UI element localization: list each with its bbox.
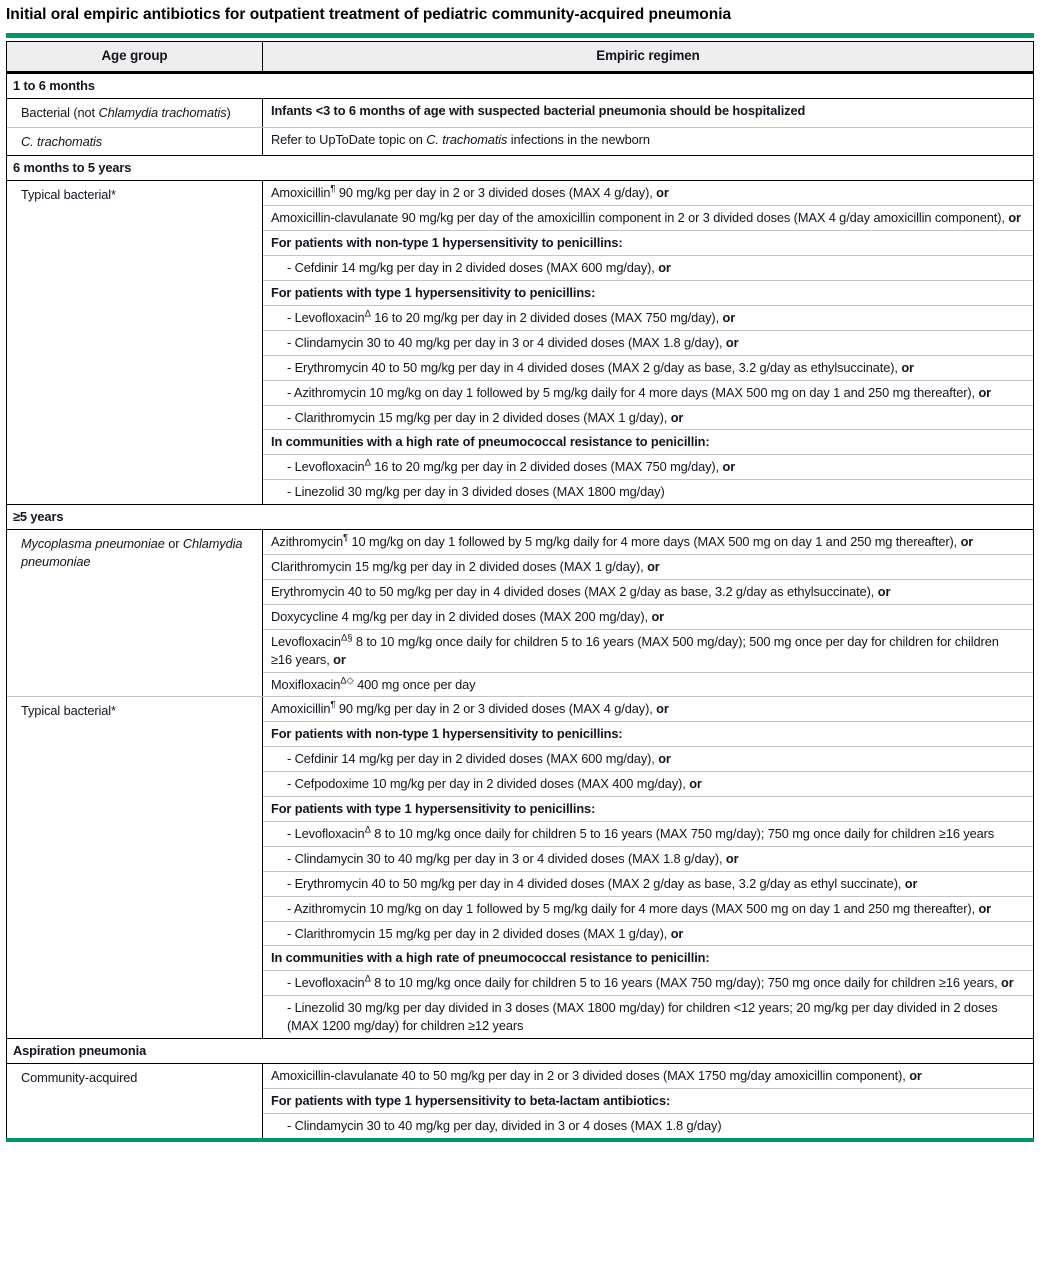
- regimen-cell: [263, 128, 1033, 152]
- regimen-cell: [263, 1064, 1033, 1088]
- text-segment: For patients with non-type 1 hypersensitivity to penicillins:: [271, 726, 623, 742]
- text-segment: - Levofloxacin: [287, 459, 365, 475]
- regimen-cell: [263, 1088, 1033, 1113]
- regimen-cell: [263, 554, 1033, 579]
- regimen-cell: [263, 181, 1033, 205]
- regimen-cell: [263, 99, 1033, 123]
- section-header-label: 1 to 6 months: [13, 77, 95, 93]
- table-body: [7, 74, 1033, 1138]
- section-header-label: ≥5 years: [13, 509, 64, 525]
- table-core: [6, 41, 1034, 1138]
- table-row: [7, 530, 1033, 696]
- table-title: Initial oral empiric antibiotics for outpatient treatment of pediatric community-acquired pneumonia: [6, 6, 732, 23]
- text-segment: 10 mg/kg on day 1 followed by 5 mg/kg daily for 4 more days (MAX 500 mg on day 1 and 250 mg thereafter),: [348, 534, 961, 550]
- text-segment: or: [960, 534, 974, 550]
- text-segment: or: [904, 875, 918, 891]
- column-header-empiric-regimen: Empiric regimen: [596, 48, 700, 63]
- text-segment: - Clindamycin 30 to 40 mg/kg per day in 3 or 4 divided doses (MAX 1.8 g/day),: [287, 334, 726, 350]
- regimen-cell: [263, 721, 1033, 746]
- regimen-cell-stack: [263, 697, 1033, 1038]
- section-header: [7, 1038, 1033, 1064]
- regimen-cell: [263, 1113, 1033, 1138]
- regimen-cell: [263, 821, 1033, 846]
- text-segment: ¶: [343, 532, 349, 544]
- text-segment: Mycoplasma pneumoniae: [21, 536, 165, 552]
- text-segment: Amoxicillin-clavulanate 40 to 50 mg/kg per day in 2 or 3 divided doses (MAX 1750 mg/day amoxicillin component),: [271, 1068, 910, 1084]
- text-segment: or: [725, 850, 739, 866]
- text-segment: Moxifloxacin: [271, 676, 341, 692]
- regimen-cell: [263, 970, 1033, 995]
- text-segment: Bacterial (not: [21, 104, 99, 120]
- table-row: [7, 696, 1033, 1038]
- table-row: [7, 127, 1033, 156]
- text-segment: Infants <3 to 6 months of age with suspected bacterial pneumonia should be hospitalized: [271, 102, 806, 118]
- text-segment: Levofloxacin: [271, 633, 341, 649]
- text-segment: Δ: [364, 458, 371, 470]
- section-header: [7, 155, 1033, 181]
- regimen-cell: [263, 205, 1033, 230]
- section-header: [7, 504, 1033, 530]
- regimen-cell: [263, 604, 1033, 629]
- regimen-cell: [263, 697, 1033, 721]
- text-segment: 400 mg once per day: [353, 676, 476, 692]
- text-segment: or: [978, 900, 992, 916]
- text-segment: For patients with type 1 hypersensitivity to beta-lactam antibiotics:: [271, 1092, 671, 1108]
- text-segment: or: [651, 608, 665, 624]
- text-segment: or: [670, 925, 684, 941]
- age-group-cell: [7, 697, 263, 1038]
- text-segment: ): [226, 104, 231, 120]
- text-segment: or: [1001, 975, 1014, 991]
- regimen-cell: [263, 672, 1033, 697]
- text-segment: Erythromycin 40 to 50 mg/kg per day in 4 divided doses (MAX 2 g/day as base, 3.2 g/day as ethylsuccinate),: [271, 583, 878, 599]
- text-segment: Community-acquired: [21, 1070, 138, 1086]
- text-segment: ¶: [330, 184, 336, 196]
- text-segment: - Cefpodoxime 10 mg/kg per day in 2 divided doses (MAX 400 mg/day),: [287, 776, 690, 792]
- regimen-cell: [263, 530, 1033, 554]
- regimen-cell: [263, 355, 1033, 380]
- regimen-cell: [263, 846, 1033, 871]
- text-segment: or: [722, 459, 736, 475]
- text-segment: - Cefdinir 14 mg/kg per day in 2 divided doses (MAX 600 mg/day),: [287, 260, 659, 276]
- text-segment: 8 to 10 mg/kg once daily for children 5 to 16 years (MAX 500 mg/day); 500 mg once per day for children for children ≥16 years,: [271, 633, 999, 667]
- text-segment: or: [333, 651, 346, 667]
- text-segment: 16 to 20 mg/kg per day in 2 divided doses (MAX 750 mg/day),: [370, 459, 723, 475]
- regimen-cell: [263, 871, 1033, 896]
- table-bottom-accent-bar: [6, 1138, 1034, 1142]
- age-group-cell: [7, 1064, 263, 1138]
- text-segment: or: [656, 185, 669, 201]
- text-segment: - Clindamycin 30 to 40 mg/kg per day in 3 or 4 divided doses (MAX 1.8 g/day),: [287, 850, 726, 866]
- text-segment: or: [725, 334, 739, 350]
- regimen-cell: [263, 579, 1033, 604]
- table-top-accent-bar: [6, 33, 1034, 38]
- table-row: [7, 1064, 1033, 1138]
- text-segment: - Erythromycin 40 to 50 mg/kg per day in 4 divided doses (MAX 2 g/day as base, 3.2 g/day as ethyl succinate),: [287, 875, 905, 891]
- text-segment: - Levofloxacin: [287, 825, 365, 841]
- text-segment: - Clarithromycin 15 mg/kg per day in 2 divided doses (MAX 1 g/day),: [287, 409, 671, 425]
- column-header-age-group: Age group: [7, 42, 263, 71]
- text-segment: For patients with type 1 hypersensitivity to penicillins:: [271, 801, 596, 817]
- antibiotics-table: [6, 33, 1034, 1142]
- text-segment: or: [722, 309, 736, 325]
- text-segment: infections in the newborn: [507, 131, 650, 147]
- text-segment: Clarithromycin 15 mg/kg per day in 2 divided doses (MAX 1 g/day),: [271, 558, 648, 574]
- table-row: [7, 99, 1033, 127]
- text-segment: or: [658, 260, 671, 276]
- text-segment: Δ: [364, 308, 371, 320]
- text-segment: Chlamydia trachomatis: [98, 104, 227, 120]
- text-segment: or: [647, 558, 660, 574]
- text-segment: 8 to 10 mg/kg once daily for children 5 to 16 years (MAX 750 mg/day); 750 mg once daily for children ≥16 years: [370, 825, 995, 841]
- text-segment: or: [164, 536, 183, 552]
- regimen-cell: [263, 945, 1033, 970]
- text-segment: In communities with a high rate of pneumococcal resistance to penicillin:: [271, 950, 710, 966]
- text-segment: Δ◇: [340, 675, 354, 687]
- section-header: [7, 74, 1033, 99]
- age-group-cell: [7, 128, 263, 156]
- text-segment: Δ§: [340, 632, 353, 644]
- age-group-cell: [7, 530, 263, 696]
- text-segment: or: [877, 583, 891, 599]
- text-segment: Typical bacterial*: [21, 703, 116, 719]
- text-segment: or: [670, 409, 684, 425]
- table-header-row: [7, 41, 1033, 74]
- regimen-cell: [263, 629, 1033, 672]
- text-segment: 90 mg/kg per day in 2 or 3 divided doses (MAX 4 g/day),: [335, 185, 657, 201]
- text-segment: - Levofloxacin: [287, 975, 365, 991]
- regimen-cell: [263, 479, 1033, 504]
- regimen-cell: [263, 280, 1033, 305]
- text-segment: For patients with type 1 hypersensitivity to penicillins:: [271, 285, 596, 301]
- regimen-cell: [263, 454, 1033, 479]
- regimen-cell: [263, 405, 1033, 430]
- section-header-label: Aspiration pneumonia: [13, 1043, 147, 1059]
- text-segment: - Erythromycin 40 to 50 mg/kg per day in 4 divided doses (MAX 2 g/day as base, 3.2 g/day as ethylsuccinate),: [287, 359, 902, 375]
- text-segment: - Clarithromycin 15 mg/kg per day in 2 divided doses (MAX 1 g/day),: [287, 925, 671, 941]
- regimen-cell-stack: [263, 128, 1033, 156]
- text-segment: Δ: [364, 824, 371, 836]
- regimen-cell-stack: [263, 99, 1033, 127]
- text-segment: Amoxicillin: [271, 701, 331, 717]
- text-segment: or: [909, 1068, 922, 1084]
- age-group-cell: [7, 181, 263, 504]
- section-header-label: 6 months to 5 years: [13, 160, 132, 176]
- text-segment: 16 to 20 mg/kg per day in 2 divided doses (MAX 750 mg/day),: [370, 309, 723, 325]
- text-segment: C. trachomatis: [21, 133, 103, 149]
- regimen-cell: [263, 896, 1033, 921]
- text-segment: - Cefdinir 14 mg/kg per day in 2 divided doses (MAX 600 mg/day),: [287, 751, 659, 767]
- text-segment: Azithromycin: [271, 534, 344, 550]
- text-segment: - Levofloxacin: [287, 309, 365, 325]
- text-segment: or: [689, 776, 702, 792]
- text-segment: Chlamydia pneumoniae: [21, 536, 243, 569]
- text-segment: or: [1008, 210, 1021, 226]
- text-segment: - Clindamycin 30 to 40 mg/kg per day, divided in 3 or 4 doses (MAX 1.8 g/day): [287, 1117, 722, 1133]
- regimen-cell: [263, 995, 1033, 1038]
- text-segment: or: [978, 384, 992, 400]
- text-segment: C. trachomatis: [426, 131, 508, 147]
- text-segment: For patients with non-type 1 hypersensitivity to penicillins:: [271, 235, 623, 251]
- text-segment: Amoxicillin: [271, 185, 331, 201]
- age-group-cell: [7, 99, 263, 127]
- regimen-cell: [263, 921, 1033, 946]
- text-segment: Δ: [364, 974, 371, 986]
- table-row: [7, 181, 1033, 504]
- regimen-cell: [263, 380, 1033, 405]
- text-segment: 8 to 10 mg/kg once daily for children 5 to 16 years (MAX 750 mg/day); 750 mg once daily for children ≥16 years,: [370, 975, 1002, 991]
- regimen-cell-stack: [263, 1064, 1033, 1138]
- text-segment: Amoxicillin-clavulanate 90 mg/kg per day of the amoxicillin component in 2 or 3 divided doses (MAX 4 g/day amoxicillin component),: [271, 210, 1009, 226]
- text-segment: - Linezolid 30 mg/kg per day in 3 divided doses (MAX 1800 mg/day): [287, 484, 665, 500]
- regimen-cell: [263, 230, 1033, 255]
- text-segment: Typical bacterial*: [21, 187, 116, 203]
- text-segment: Refer to UpToDate topic on: [271, 131, 427, 147]
- regimen-cell-stack: [263, 530, 1033, 696]
- text-segment: Doxycycline 4 mg/kg per day in 2 divided doses (MAX 200 mg/day),: [271, 608, 652, 624]
- regimen-cell: [263, 255, 1033, 280]
- text-segment: - Azithromycin 10 mg/kg on day 1 followed by 5 mg/kg daily for 4 more days (MAX 500 mg on day 1 and 250 mg thereafter),: [287, 900, 979, 916]
- text-segment: In communities with a high rate of pneumococcal resistance to penicillin:: [271, 434, 710, 450]
- text-segment: - Linezolid 30 mg/kg per day divided in 3 doses (MAX 1800 mg/day) for children <12 years; 20 mg/kg per day divided in 2 doses (MAX 1200 mg/day) for children ≥12 years: [287, 1000, 998, 1034]
- regimen-cell-stack: [263, 181, 1033, 504]
- text-segment: or: [658, 751, 671, 767]
- regimen-cell: [263, 746, 1033, 771]
- text-segment: or: [901, 359, 914, 375]
- regimen-cell: [263, 796, 1033, 821]
- text-segment: - Azithromycin 10 mg/kg on day 1 followed by 5 mg/kg daily for 4 more days (MAX 500 mg on day 1 and 250 mg thereafter),: [287, 384, 979, 400]
- text-segment: ¶: [330, 700, 336, 712]
- text-segment: or: [656, 701, 669, 717]
- regimen-cell: [263, 305, 1033, 330]
- regimen-cell: [263, 429, 1033, 454]
- text-segment: 90 mg/kg per day in 2 or 3 divided doses (MAX 4 g/day),: [335, 701, 657, 717]
- regimen-cell: [263, 771, 1033, 796]
- regimen-cell: [263, 330, 1033, 355]
